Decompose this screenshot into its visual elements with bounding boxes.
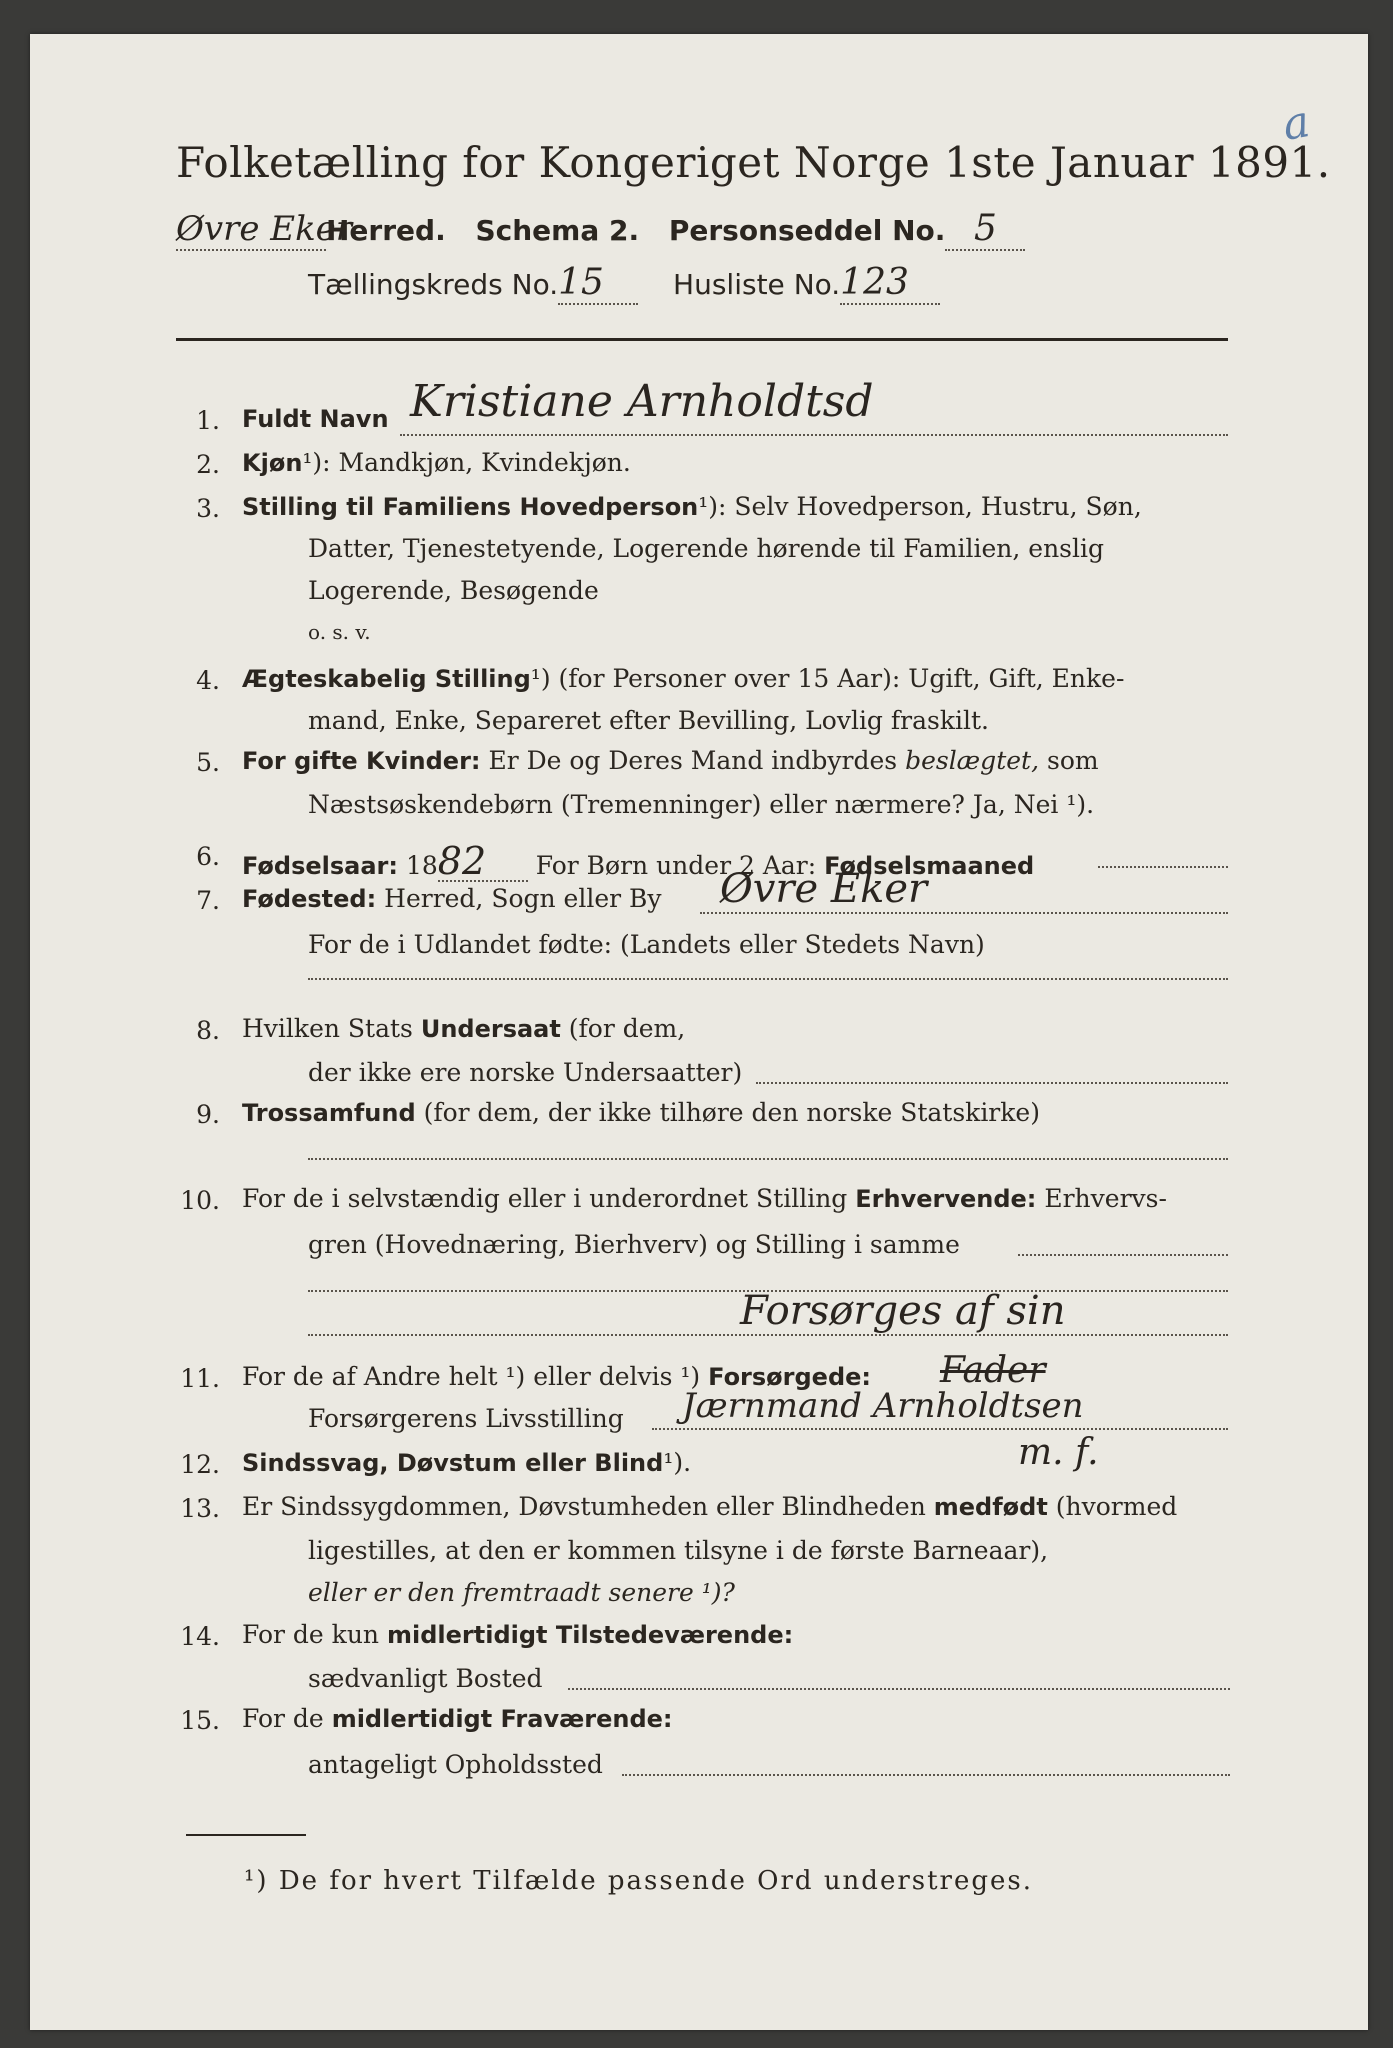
item-15-cont: antageligt Opholdssted	[308, 1750, 603, 1779]
item-7-line	[700, 912, 1228, 914]
schema-label: Schema 2.	[475, 214, 640, 247]
census-form-sheet	[30, 34, 1368, 2030]
item-10-line-1	[1018, 1254, 1228, 1256]
item-1-value: Kristiane Arnholdtsd	[410, 376, 874, 427]
herred-label: Herred.	[326, 214, 446, 247]
form-title: Folketælling for Kongeriget Norge 1ste Januar 1891.	[176, 138, 1331, 187]
personseddel-value: 5	[945, 208, 1025, 251]
item-8-number: 8.	[196, 1016, 220, 1045]
item-13-text: Er Sindssygdommen, Døvstumheden eller Blindheden medfødt (hvormed	[242, 1492, 1178, 1521]
item-12-number: 12.	[180, 1450, 220, 1479]
item-1-line	[400, 434, 1228, 436]
husliste-value: 123	[840, 262, 940, 305]
item-9-number: 9.	[196, 1100, 220, 1129]
footnote-rule	[186, 1834, 306, 1836]
item-7-text: Fødested: Herred, Sogn eller By	[242, 884, 662, 913]
item-14-text: For de kun midlertidigt Tilstedeværende:	[242, 1620, 794, 1649]
husliste-label: Husliste No.	[673, 268, 841, 301]
item-2-text: Kjøn¹): Mandkjøn, Kvindekjøn.	[242, 448, 631, 477]
item-1-label: Fuldt Navn	[242, 405, 389, 433]
item-14-cont: sædvanligt Bosted	[308, 1664, 543, 1693]
header-line-3	[308, 262, 940, 305]
corner-mark: a	[1278, 96, 1314, 151]
herred-value: Øvre Eker	[176, 209, 353, 249]
item-6-number: 6.	[196, 842, 220, 871]
item-11-text: For de af Andre helt ¹) eller delvis ¹) Forsørgede:	[242, 1362, 872, 1391]
item-4-text: Ægteskabelig Stilling¹) (for Personer over 15 Aar): Ugift, Gift, Enke-	[242, 664, 1125, 693]
header-rule	[176, 338, 1228, 341]
item-11-value-2: Jærnmand Arnholdtsen	[682, 1386, 1084, 1426]
item-10-cont: gren (Hovednæring, Bierhverv) og Stilling i samme	[308, 1230, 960, 1259]
item-14-number: 14.	[180, 1622, 220, 1651]
header-line-2	[176, 208, 1025, 251]
item-3-number: 3.	[196, 494, 220, 523]
item-7-number: 7.	[196, 886, 220, 915]
item-11-cont: Forsørgerens Livsstilling	[308, 1404, 624, 1433]
item-10-value: Forsørges af sin	[740, 1288, 1066, 1334]
item-3-text: Stilling til Familiens Hovedperson¹): Selv Hovedperson, Hustru, Søn,	[242, 492, 1142, 521]
item-10-text: For de i selvstændig eller i underordnet Stilling Erhvervende: Erhvervs-	[242, 1184, 1167, 1213]
item-12-value: m. f.	[1018, 1432, 1099, 1473]
item-6-line	[1098, 866, 1228, 868]
item-1-number: 1.	[196, 406, 220, 435]
item-12-text: Sindssvag, Døvstum eller Blind¹).	[242, 1448, 692, 1477]
item-11-line	[652, 1428, 1228, 1430]
item-4-cont: mand, Enke, Separeret efter Bevilling, Lovlig fraskilt.	[308, 706, 989, 735]
item-10-number: 10.	[180, 1186, 220, 1215]
item-7-cont: For de i Udlandet fødte: (Landets eller Stedets Navn)	[308, 930, 985, 959]
item-13-number: 13.	[180, 1494, 220, 1523]
item-3-cont-2: Logerende, Besøgende	[308, 576, 599, 605]
item-4-number: 4.	[196, 666, 220, 695]
item-5-number: 5.	[196, 748, 220, 777]
item-15-number: 15.	[180, 1706, 220, 1735]
item-11-value: Fader	[940, 1350, 1046, 1391]
item-8-line	[756, 1082, 1228, 1084]
personseddel-label: Personseddel No.	[668, 214, 946, 247]
item-5-cont: Næstsøskendebørn (Tremenninger) eller nærmere? Ja, Nei ¹).	[308, 790, 1095, 819]
item-9-line	[308, 1158, 1228, 1160]
item-7-line-2	[308, 978, 1228, 980]
item-3-cont-3: o. s. v.	[308, 620, 371, 644]
item-9-text: Trossamfund (for dem, der ikke tilhøre den norske Statskirke)	[242, 1098, 1040, 1127]
item-13-cont-1: ligestilles, at den er kommen tilsyne i de første Barneaar),	[308, 1536, 1049, 1565]
krets-value: 15	[558, 262, 638, 305]
item-8-cont: der ikke ere norske Undersaatter)	[308, 1058, 743, 1087]
krets-label: Tællingskreds No.	[308, 268, 559, 301]
item-13-cont-2: eller er den fremtraadt senere ¹)?	[308, 1578, 735, 1607]
item-7-value: Øvre Eker	[720, 866, 928, 912]
item-14-line	[568, 1688, 1230, 1690]
item-15-text: For de midlertidigt Fraværende:	[242, 1704, 673, 1733]
item-8-text: Hvilken Stats Undersaat (for dem,	[242, 1014, 686, 1043]
item-11-number: 11.	[180, 1364, 220, 1393]
item-15-line	[622, 1774, 1230, 1776]
item-2-number: 2.	[196, 450, 220, 479]
item-5-text: For gifte Kvinder: Er De og Deres Mand indbyrdes beslægtet, som	[242, 746, 1099, 775]
item-3-cont-1: Datter, Tjenestetyende, Logerende hørende til Familien, enslig	[308, 534, 1105, 563]
item-10-line-3	[308, 1334, 1228, 1336]
footnote: ¹) De for hvert Tilfælde passende Ord understreges.	[244, 1866, 1034, 1896]
item-6-text: Fødselsaar: 1882 For Børn under 2 Aar: Fødselsmaaned	[242, 839, 1035, 883]
